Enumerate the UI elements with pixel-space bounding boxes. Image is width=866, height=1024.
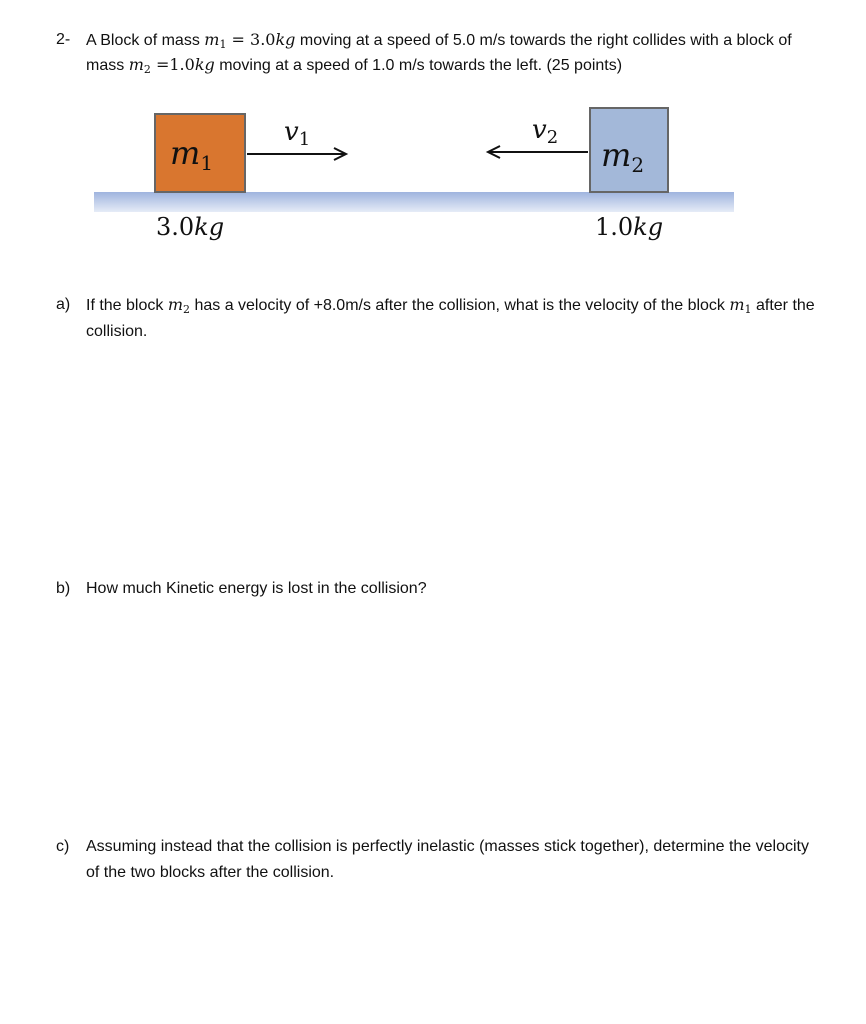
- m1-value: 3.0: [250, 30, 276, 49]
- equals-sign-2: =: [150, 55, 170, 74]
- question-a-text1: If the block: [86, 297, 168, 314]
- problem-text: [86, 28, 816, 78]
- equals-sign: =: [226, 30, 251, 49]
- m2-subscript: 2: [143, 63, 151, 76]
- v2-arrow: [488, 146, 588, 158]
- question-a-text: [86, 292, 816, 345]
- problem-statement: [56, 28, 816, 78]
- mass2-label: 1.0kg: [595, 213, 664, 241]
- v1-arrow: [247, 148, 346, 160]
- m2-symbol: $m_2$: [128, 55, 151, 76]
- problem-text-part2: moving at a speed of 5.0 m/s towards the right collides with a block of mass: [86, 32, 792, 74]
- mass1-label: 3.0kg: [156, 213, 225, 241]
- m2-unit: kg: [194, 55, 215, 74]
- m1-subscript: 1: [219, 38, 227, 51]
- question-c-text: Assuming instead that the collision is perfectly inelastic (masses stick together), determine the velocity of the two blocks after the collision.: [86, 838, 809, 881]
- block-m2-label: m2: [601, 136, 645, 177]
- problem-text-part1: A Block of mass: [86, 32, 200, 49]
- question-a-text3: after the collision.: [86, 297, 815, 340]
- problem-number: 2-: [56, 31, 71, 48]
- collision-diagram: [90, 104, 740, 254]
- question-a-m2: $m_2$: [167, 295, 190, 316]
- question-a-text2: has a velocity of +8.0m/s after the collision, what is the velocity of the block: [190, 297, 730, 314]
- problem-text-part3: moving at a speed of 1.0 m/s towards the left. (25 points): [214, 57, 623, 74]
- floor-surface: [94, 192, 734, 212]
- m1-symbol: $m_1$: [204, 30, 227, 51]
- question-c-label: c): [56, 838, 70, 855]
- collision-diagram-svg: [90, 104, 740, 254]
- m2-value: 1.0: [169, 55, 195, 74]
- question-b-label: b): [56, 580, 71, 597]
- v1-label: v1: [284, 117, 311, 150]
- question-a-label: a): [56, 296, 71, 313]
- block-m1-label: m1: [170, 134, 214, 175]
- question-a-m1: $m_1$: [729, 295, 752, 316]
- m1-unit: kg: [275, 30, 296, 49]
- question-c: [56, 834, 816, 886]
- question-a: [56, 292, 816, 345]
- question-b-text: How much Kinetic energy is lost in the collision?: [86, 580, 427, 597]
- v2-label: v2: [532, 115, 559, 148]
- question-b: [56, 576, 816, 602]
